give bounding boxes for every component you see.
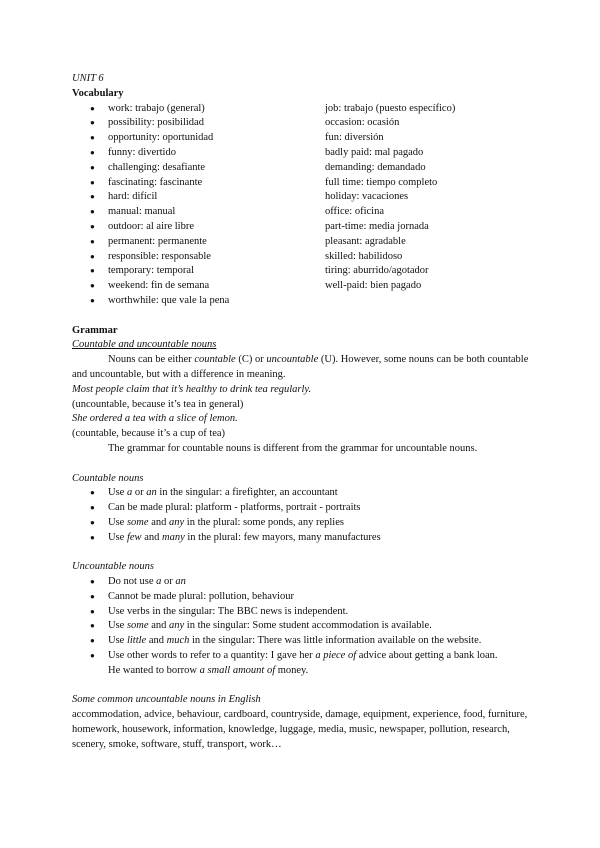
vocab-item: full time: tiempo completo — [325, 176, 438, 188]
intro-paragraph: Nouns can be either countable (C) or uncountable (U). However, some nouns can be both countable and uncountable, but with a difference in meaning. — [72, 354, 529, 380]
vocab-item: occasion: ocasión — [325, 117, 400, 129]
example-note: (uncountable, because it’s tea in general) — [72, 398, 244, 410]
list-item: ● Use few and many in the plural: few mayors, many manufactures — [72, 531, 542, 546]
vocab-item: fun: diversión — [325, 132, 384, 144]
unit-title: UNIT 6 — [72, 73, 104, 84]
example-sentence: Most people claim that it’s healthy to drink tea regularly. — [72, 383, 312, 395]
vocab-item: badly paid: mal pagado — [325, 146, 424, 158]
countable-rules-list — [72, 486, 542, 545]
vocab-item: ● hard: difícil — [72, 190, 325, 205]
list-item: ● Use some and any in the plural: some ponds, any replies — [72, 516, 542, 531]
vocab-item: ● possibility: posibilidad — [72, 116, 325, 131]
vocabulary-left-column — [72, 102, 325, 309]
vocab-item: pleasant: agradable — [325, 235, 406, 247]
vocab-item: job: trabajo (puesto específico) — [325, 102, 456, 114]
vocab-item: ● fascinating: fascinante — [72, 176, 325, 191]
vocabulary-list — [72, 102, 542, 309]
list-item: ● Can be made plural: platform - platforms, portrait - portraits — [72, 501, 542, 516]
vocab-item: office: oficina — [325, 206, 384, 218]
vocab-item: ● outdoor: al aire libre — [72, 220, 325, 235]
vocab-item: ● worthwhile: que vale la pena — [72, 294, 325, 309]
vocab-item: skilled: habilidoso — [325, 250, 403, 262]
vocab-item: ● permanent: permanente — [72, 235, 325, 250]
countable-uncountable-heading: Countable and uncountable nouns — [72, 339, 217, 351]
vocab-item: ● challenging: desafiante — [72, 161, 325, 176]
example-sentence: She ordered a tea with a slice of lemon. — [72, 413, 238, 425]
vocab-item: holiday: vacaciones — [325, 191, 409, 203]
vocab-item: ● temporary: temporal — [72, 264, 325, 279]
list-item: ● Use little and much in the singular: There was little information available on the website. — [72, 634, 542, 649]
vocab-item: ● responsible: responsable — [72, 250, 325, 265]
vocab-item: tiring: aburrido/agotador — [325, 265, 429, 277]
grammar-note: The grammar for countable nouns is different from the grammar for uncountable nouns. — [108, 442, 478, 454]
list-item: ● Cannot be made plural: pollution, behaviour — [72, 590, 542, 605]
vocabulary-heading: Vocabulary — [72, 87, 124, 99]
list-item: ● Do not use a or an — [72, 575, 542, 590]
vocab-item: ● weekend: fin de semana — [72, 279, 325, 294]
uncountable-rules-list — [72, 575, 542, 679]
vocabulary-right-column — [325, 102, 542, 309]
uncountable-nouns-heading: Uncountable nouns — [72, 561, 154, 573]
list-item: ● Use a or an in the singular: a firefighter, an accountant — [72, 486, 542, 501]
common-uncountable-heading: Some common uncountable nouns in English — [72, 694, 261, 706]
vocab-item: demanding: demandado — [325, 161, 426, 173]
grammar-heading: Grammar — [72, 324, 118, 336]
vocab-item: part-time: media jornada — [325, 220, 429, 232]
list-item: ● Use verbs in the singular: The BBC news is independent. — [72, 605, 542, 620]
list-item: ● Use other words to refer to a quantity: I gave her a piece of advice about getting a bank loan. He wanted to borrow a small amount of money. — [72, 649, 542, 679]
list-item: ● Use some and any in the singular: Some student accommodation is available. — [72, 619, 542, 634]
countable-nouns-heading: Countable nouns — [72, 472, 144, 484]
vocab-item: ● manual: manual — [72, 205, 325, 220]
vocab-item: ● work: trabajo (general) — [72, 102, 325, 117]
vocab-item: ● funny: divertido — [72, 146, 325, 161]
example-note: (countable, because it’s a cup of tea) — [72, 428, 226, 440]
vocab-item: ● opportunity: oportunidad — [72, 131, 325, 146]
vocab-item: well-paid: bien pagado — [325, 280, 422, 292]
common-uncountable-list: accommodation, advice, behaviour, cardboard, countryside, damage, equipment, experience, food, furniture, homework, housework, information, knowledge, luggage, media, music, newspaper, pollution, research, scenery, smoke, software, stuff, transport, work… — [72, 709, 528, 750]
document-page — [72, 72, 542, 753]
